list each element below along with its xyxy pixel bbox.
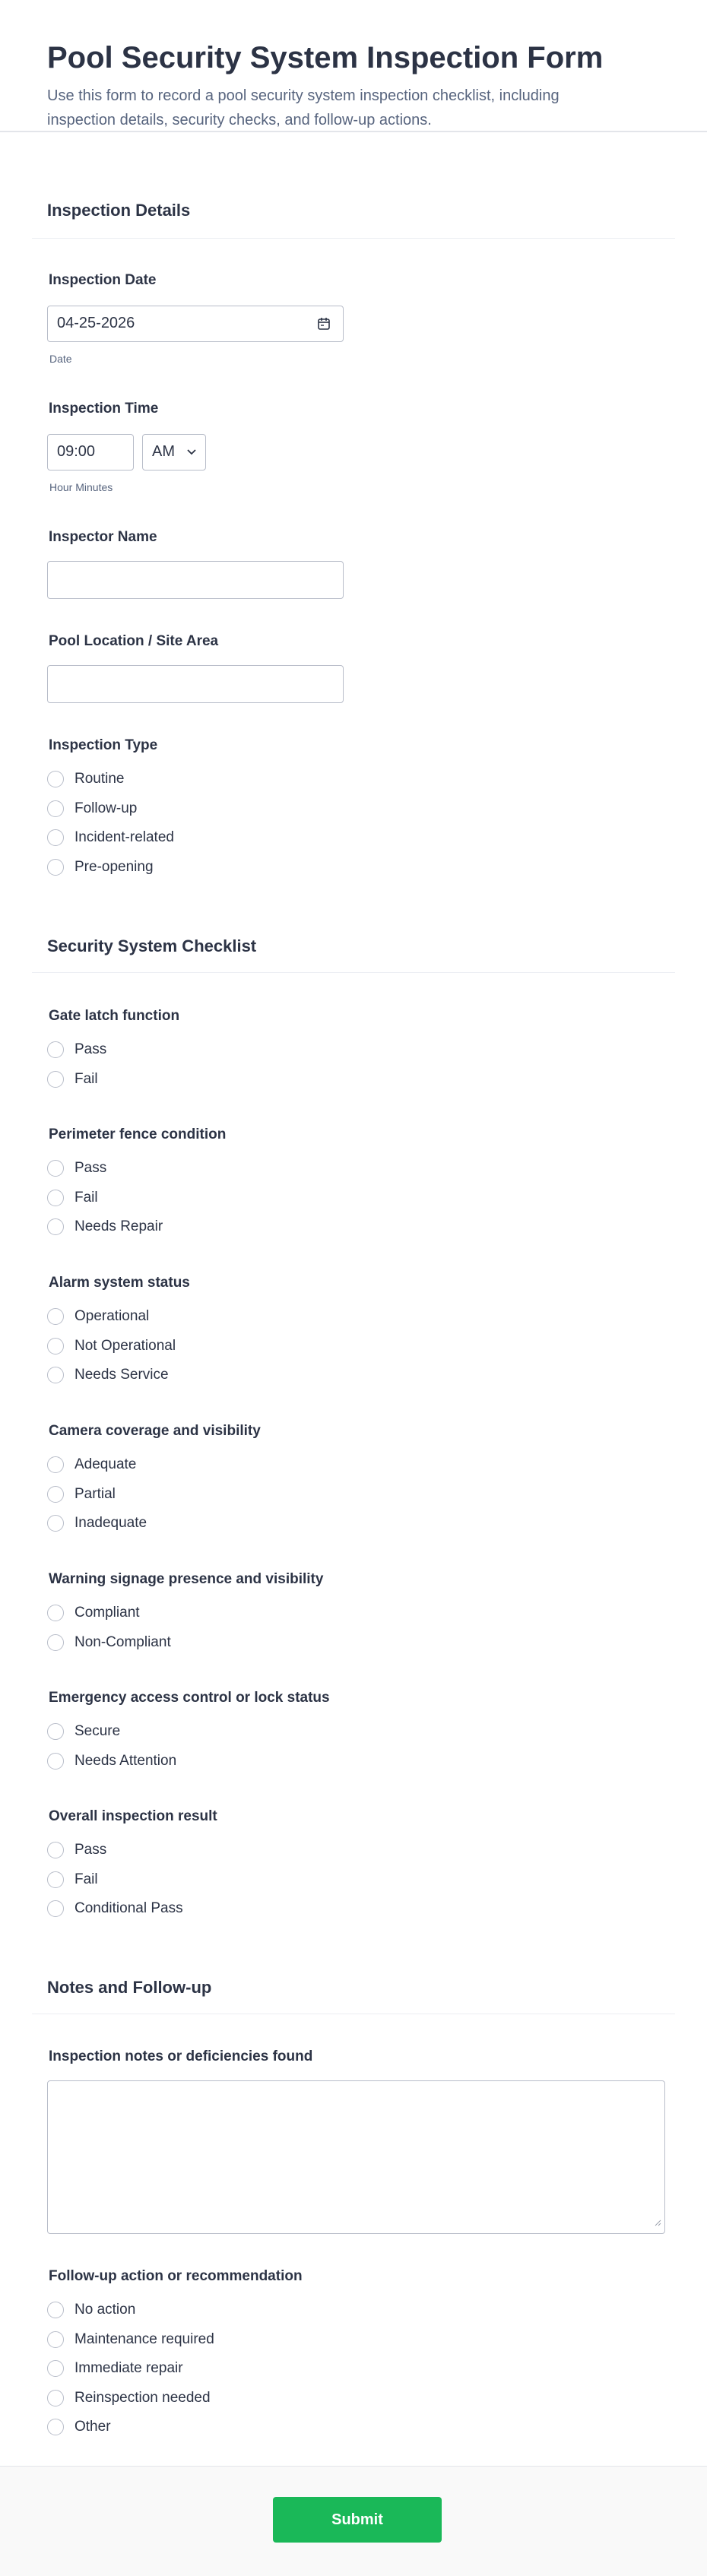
radio-label: Needs Service: [75, 1367, 169, 1383]
form-subtitle: Use this form to record a pool security system inspection checklist, including inspection details, security checks, and follow-up actions.: [47, 87, 560, 128]
radio-label: Pre-opening: [75, 859, 154, 875]
radio-label: Pass: [75, 1041, 107, 1057]
hour-minute-value: 09:00: [57, 443, 96, 460]
radio-button[interactable]: [47, 771, 64, 787]
radio-button[interactable]: [47, 1900, 64, 1917]
radio-button[interactable]: [47, 1486, 64, 1503]
inspection-type-label: Inspection Type: [49, 737, 158, 753]
radio-button[interactable]: [47, 800, 64, 817]
section-title-details: Inspection Details: [47, 201, 191, 220]
radio-label: Needs Repair: [75, 1218, 163, 1234]
radio-button[interactable]: [47, 829, 64, 846]
radio-button[interactable]: [47, 1634, 64, 1651]
form-header: [0, 0, 707, 132]
radio-label: Compliant: [75, 1605, 140, 1621]
form-title: Pool Security System Inspection Form: [47, 41, 604, 74]
radio-button[interactable]: [47, 859, 64, 876]
calendar-icon[interactable]: [317, 317, 331, 334]
radio-label: Needs Attention: [75, 1753, 177, 1769]
ampm-select[interactable]: [142, 434, 206, 471]
radio-label: Secure: [75, 1723, 121, 1739]
radio-button[interactable]: [47, 2390, 64, 2406]
alarm-status-label: Alarm system status: [49, 1275, 190, 1291]
pool-location-label: Pool Location / Site Area: [49, 633, 219, 649]
radio-button[interactable]: [47, 2360, 64, 2377]
section-title-notes: Notes and Follow-up: [47, 1978, 212, 1997]
radio-label: Maintenance required: [75, 2331, 214, 2347]
inspection-time-label: Inspection Time: [49, 401, 159, 417]
section-header-checklist: [32, 927, 675, 973]
radio-label: Fail: [75, 1190, 98, 1206]
warning-signage-label: Warning signage presence and visibility: [49, 1571, 324, 1587]
section-header-notes: [32, 1969, 675, 2014]
radio-label: Operational: [75, 1308, 150, 1324]
radio-button[interactable]: [47, 1515, 64, 1532]
radio-button[interactable]: [47, 1456, 64, 1473]
radio-button[interactable]: [47, 1842, 64, 1858]
gate-latch-label: Gate latch function: [49, 1008, 180, 1024]
section-title-checklist: Security System Checklist: [47, 936, 257, 955]
followup-action-label: Follow-up action or recommendation: [49, 2268, 303, 2284]
radio-label: Follow-up: [75, 800, 138, 816]
radio-button[interactable]: [47, 1218, 64, 1235]
form-footer: [0, 2466, 707, 2576]
radio-label: Partial: [75, 1486, 116, 1502]
radio-button[interactable]: [47, 1367, 64, 1383]
inspection-date-value: 04-25-2026: [57, 315, 135, 331]
radio-button[interactable]: [47, 1160, 64, 1177]
radio-button[interactable]: [47, 1723, 64, 1740]
section-header-details: [32, 192, 675, 239]
radio-button[interactable]: [47, 2419, 64, 2435]
perimeter-fence-label: Perimeter fence condition: [49, 1126, 227, 1142]
radio-label: Reinspection needed: [75, 2390, 211, 2406]
radio-label: Incident-related: [75, 829, 174, 845]
chevron-down-icon: [185, 446, 198, 462]
inspector-name-label: Inspector Name: [49, 529, 157, 545]
radio-label: Fail: [75, 1071, 98, 1087]
radio-label: No action: [75, 2302, 136, 2318]
radio-label: Routine: [75, 771, 125, 787]
radio-label: Other: [75, 2419, 111, 2435]
radio-label: Inadequate: [75, 1515, 147, 1531]
radio-button[interactable]: [47, 1605, 64, 1621]
resize-handle-icon[interactable]: [654, 2216, 661, 2230]
radio-label: Adequate: [75, 1456, 137, 1472]
radio-button[interactable]: [47, 1190, 64, 1206]
radio-button[interactable]: [47, 1071, 64, 1088]
overall-result-label: Overall inspection result: [49, 1808, 217, 1824]
radio-label: Conditional Pass: [75, 1900, 183, 1916]
ampm-value: AM: [152, 443, 175, 460]
pool-location-input[interactable]: [47, 665, 344, 703]
radio-label: Non-Compliant: [75, 1634, 171, 1650]
radio-label: Fail: [75, 1871, 98, 1887]
radio-button[interactable]: [47, 1871, 64, 1888]
inspection-date-label: Inspection Date: [49, 272, 157, 288]
radio-button[interactable]: [47, 1338, 64, 1355]
inspection-date-input[interactable]: [47, 306, 344, 342]
radio-button[interactable]: [47, 2331, 64, 2348]
radio-button[interactable]: [47, 1041, 64, 1058]
radio-button[interactable]: [47, 1308, 64, 1325]
radio-label: Pass: [75, 1160, 107, 1176]
camera-coverage-label: Camera coverage and visibility: [49, 1423, 261, 1439]
radio-label: Pass: [75, 1842, 107, 1858]
inspector-name-input[interactable]: [47, 561, 344, 599]
radio-label: Not Operational: [75, 1338, 176, 1354]
hour-minute-input[interactable]: [47, 434, 134, 471]
radio-button[interactable]: [47, 2302, 64, 2318]
emergency-access-label: Emergency access control or lock status: [49, 1690, 330, 1706]
inspection-date-sublabel: Date: [49, 353, 72, 365]
inspection-notes-textarea[interactable]: [47, 2080, 665, 2234]
submit-button[interactable]: Submit: [273, 2497, 442, 2543]
inspection-time-sublabel: Hour Minutes: [49, 481, 113, 493]
inspection-notes-label: Inspection notes or deficiencies found: [49, 2048, 313, 2064]
radio-label: Immediate repair: [75, 2360, 183, 2376]
radio-button[interactable]: [47, 1753, 64, 1770]
